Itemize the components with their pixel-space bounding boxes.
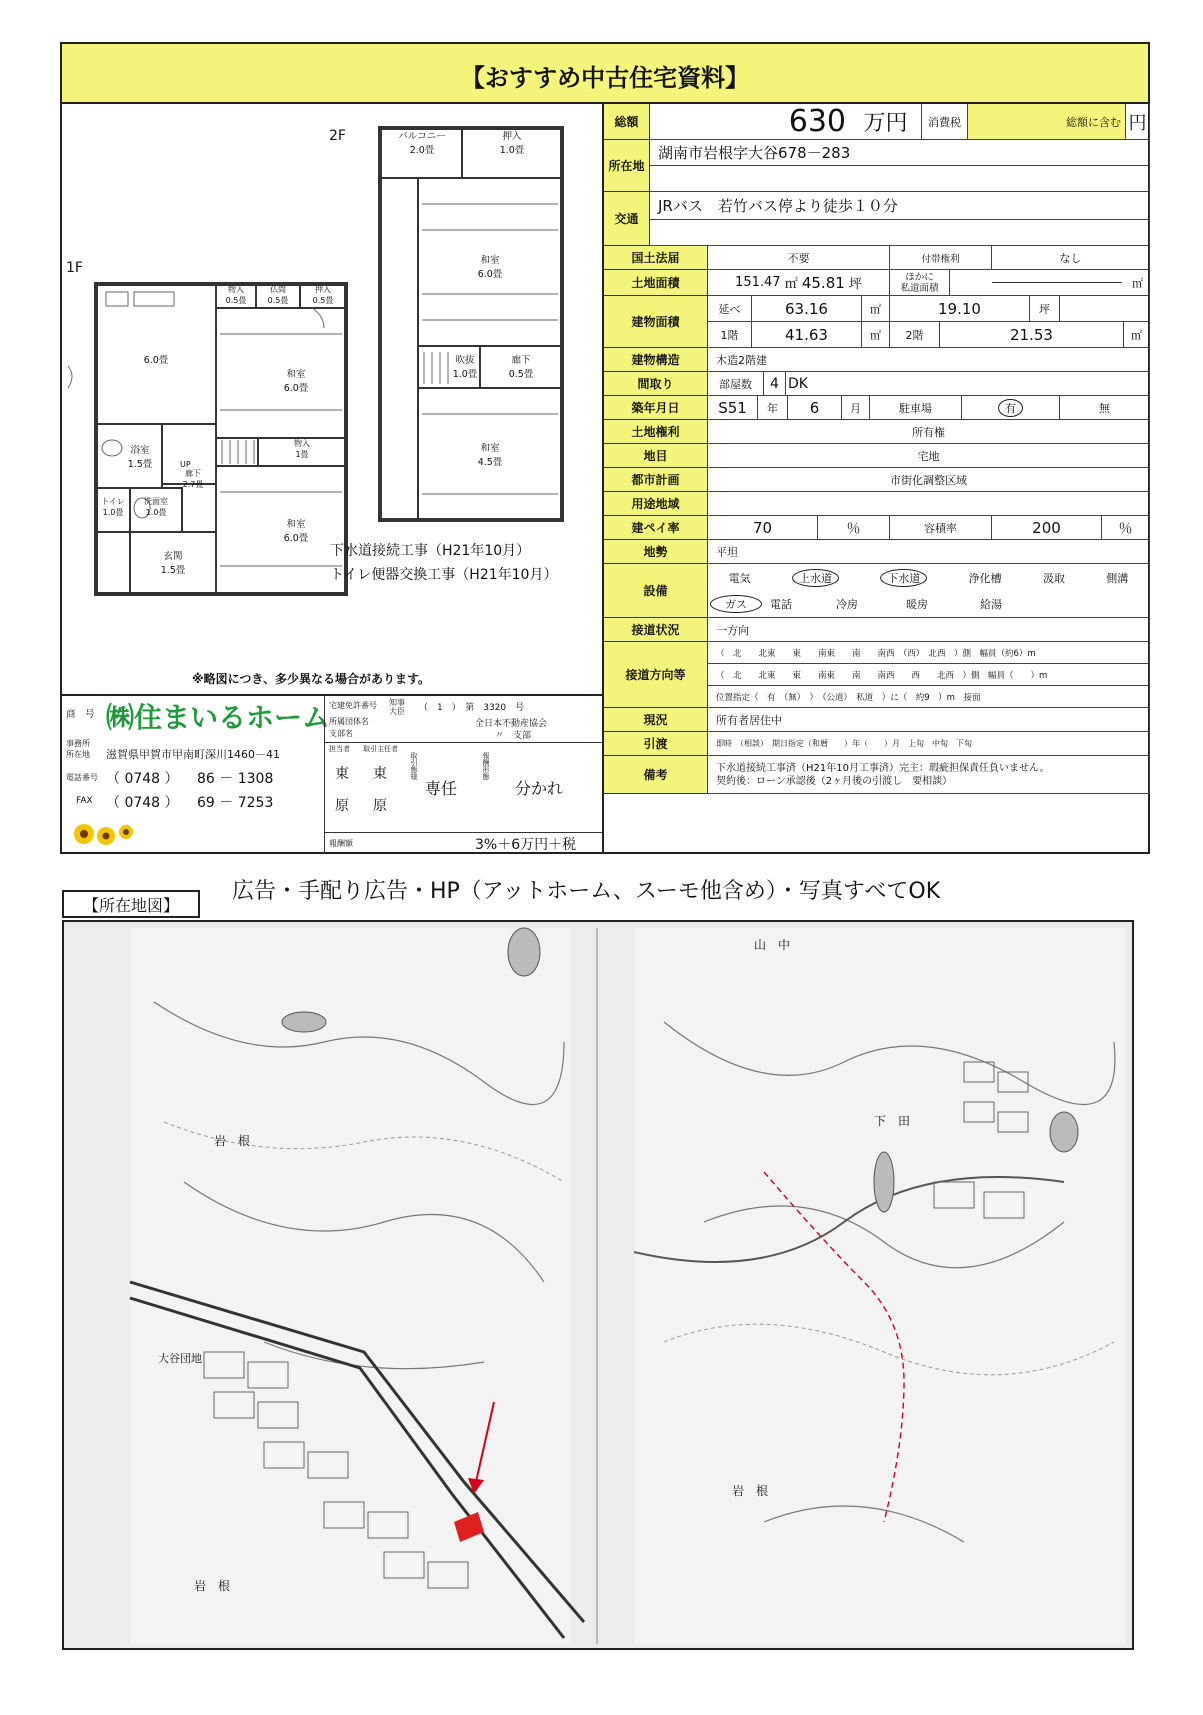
hikiwatashi-value: 即時 （相談） 期日指定（和暦 ）年（ ）月 上旬 中旬 下旬 [708, 732, 1150, 756]
setsudo-label: 接道状況 [604, 618, 708, 642]
parking-yes-circle: 有 [998, 399, 1023, 417]
room-2f-washitsu-b: 和室 4.5畳 [477, 443, 503, 468]
land-tsubo-unit: 坪 [848, 277, 862, 292]
company-block [62, 694, 602, 854]
tel-local: 86 [197, 771, 215, 787]
chikunen-label: 築年月日 [604, 396, 708, 420]
chimoku-label: 地目 [604, 444, 708, 468]
floorplan-disclaimer: ※略図につき、多少異なる場合があります。 [192, 672, 430, 686]
bldg-label: 建物面積 [604, 296, 708, 348]
spec-table [602, 104, 1150, 852]
ad-note: 広告・手配り広告・HP（アットホーム、スーモ他含め）・写真すべてOK [232, 879, 941, 904]
license-pref: 知事 大臣 [389, 698, 405, 716]
setsubi-sokkou: 側溝 [1106, 571, 1129, 585]
room-1f-oshiire: 押入 0.5畳 [312, 285, 334, 305]
price-label: 総額 [604, 104, 650, 140]
houkou-row1: （ 北 北東 東 南東 南 南西 （西） 北西 ）側 幅員（約6）m [708, 642, 1150, 664]
company-address-label: 事務所 所在地 [66, 739, 90, 759]
kenri-label: 土地権利 [604, 420, 708, 444]
f2-m2: 21.53 [940, 322, 1124, 348]
company-fax-label: FAX [76, 796, 93, 806]
staff-label: 担当者 [329, 745, 350, 753]
fee-divider [325, 832, 603, 833]
construction-note-2: トイレ便器交換工事（H21年10月） [330, 567, 558, 583]
youseki-unit: ％ [1102, 516, 1150, 540]
kokudo-label: 国土法届 [604, 246, 708, 270]
land-area [708, 270, 890, 296]
bikou-line-1: 下水道接続工事済（H21年10月工事済）完主：瑕疵担保責任負いません。 [716, 762, 1050, 774]
manager-label: 取引主任者 [363, 745, 398, 753]
month-value: 6 [788, 396, 842, 420]
setsubi-gesuidou: 下水道 [880, 569, 927, 587]
room-2f-oshiire: 押入 1.0畳 [499, 131, 525, 156]
genkyou-value: 所有者居住中 [708, 708, 1150, 732]
toshi-value: 市街化調整区域 [708, 468, 1150, 492]
futai-value: なし [992, 246, 1150, 270]
reward-value: 分かれ [515, 779, 564, 798]
page-title: 【おすすめ中古住宅資料】 [460, 64, 750, 92]
company-fax: （ 0748 ） 69 － 7253 [106, 795, 274, 811]
map-label: 【所在地図】 [62, 890, 200, 918]
nobe-label: 延べ [708, 296, 752, 322]
company-address: 滋賀県甲賀市甲南町深川1460－41 [106, 748, 280, 761]
nobe-spacer [1060, 296, 1150, 322]
map-place-ootani: 大谷団地 [158, 1352, 202, 1365]
youseki-label: 容積率 [890, 516, 992, 540]
company-name: ㈱住まいるホーム [106, 701, 331, 734]
nobe-tsubo-unit: 坪 [1030, 296, 1060, 322]
setsubi-label: 設備 [604, 564, 708, 618]
houkou-row2: （ 北 北東 東 南東 南 南西 西 北西 ）側 幅員（ ）m [708, 664, 1150, 686]
youseki-value: 200 [992, 516, 1102, 540]
manager-value: 東 原 [373, 766, 387, 814]
map-place-iwane-1: 岩 根 [214, 1134, 251, 1148]
parking-yes [962, 396, 1060, 420]
setsubi-joukasou: 浄化槽 [968, 571, 1002, 585]
license-grid [324, 696, 603, 854]
toshi-label: 都市計画 [604, 468, 708, 492]
kenpei-unit: ％ [818, 516, 890, 540]
torihiki-value: 専任 [425, 779, 458, 798]
youto-value [708, 492, 1150, 516]
futai-label: 付帯権利 [890, 246, 992, 270]
nobe-tsubo: 19.10 [890, 296, 1030, 322]
setsubi-danbou: 暖房 [906, 598, 928, 611]
branch-label: 支部名 [329, 729, 353, 738]
nobe-m2-unit: ㎡ [862, 296, 890, 322]
company-tel: （ 0748 ） 86 － 1308 [106, 771, 274, 787]
assoc-label: 所属団体名 [329, 717, 369, 726]
heyasu-label: 部屋数 [708, 372, 764, 396]
map-place-iwane-3: 岩 根 [732, 1484, 769, 1498]
nobe-m2: 63.16 [752, 296, 862, 322]
land-m2-unit: ㎡ [784, 277, 798, 292]
kenpei-value: 70 [708, 516, 818, 540]
map-drawing [64, 922, 1132, 1648]
tel-area: 0748 [124, 771, 161, 787]
room-1f-butsuma: 仏間 0.5畳 [267, 285, 289, 305]
room-2f-washitsu-a: 和室 6.0畳 [477, 255, 503, 280]
setsubi-kumitori: 汲取 [1042, 571, 1065, 585]
room-1f-monoire: 物入 1畳 [294, 439, 310, 459]
f1-m2: 41.63 [752, 322, 862, 348]
license-label: 宅建免許番号 [329, 701, 377, 710]
land-label: 土地面積 [604, 270, 708, 296]
setsubi-denki: 電気 [728, 571, 751, 585]
hoka-label: ほかに 私道面積 [890, 270, 950, 296]
tax-unit: 円 [1126, 104, 1150, 140]
construction-note-1: 下水道接続工事（H21年10月） [330, 543, 531, 559]
kouzou-label: 建物構造 [604, 348, 708, 372]
access-label: 交通 [604, 192, 650, 246]
room-2f-balcony: バルコニー 2.0畳 [398, 131, 446, 156]
map-place-iwane-2: 岩 根 [194, 1579, 231, 1593]
setsubi-reibou: 冷房 [836, 598, 858, 611]
room-1f-washitsu-a: 和室 6.0畳 [283, 369, 309, 394]
chisei-value: 平坦 [708, 540, 1150, 564]
parking-no: 無 [1060, 396, 1150, 420]
address-label: 所在地 [604, 140, 650, 192]
setsubi-gas: ガス [710, 595, 762, 613]
kenri-value: 所有権 [708, 420, 1150, 444]
hikiwatashi-label: 引渡 [604, 732, 708, 756]
bikou-label: 備考 [604, 756, 708, 794]
houkou-label: 接道方向等 [604, 642, 708, 708]
month-unit: 月 [842, 396, 870, 420]
houkou-row3: 位置指定（ 有 （無） ） （公道） 私道 ）に（ 約9 ）m 接面 [708, 686, 1150, 708]
land-m2: 151.47 [735, 275, 781, 290]
tax-label: 消費税 [922, 104, 968, 140]
price-unit: 万円 [850, 104, 922, 140]
tax-note: 総額に含む [968, 104, 1126, 140]
access-value: JRバス 若竹バス停より徒歩１０分 [650, 192, 1150, 220]
f2-m2-unit: ㎡ [1124, 322, 1150, 348]
setsudo-value: 一方向 [708, 618, 1150, 642]
room-2f-rouka: 廊下 0.5畳 [508, 355, 534, 380]
f1-label: 1階 [708, 322, 752, 348]
fee-value: 3%＋6万円＋税 [475, 837, 577, 853]
setsubi-row1 [708, 564, 1150, 591]
fax-area: 0748 [124, 795, 161, 811]
fee-label: 報酬額 [329, 839, 353, 848]
year-value: S51 [708, 396, 758, 420]
reward-label: 報酬形態 [482, 752, 490, 780]
madori-label: 間取り [604, 372, 708, 396]
address-value: 湖南市岩根字大谷678－283 [650, 140, 1150, 166]
setsubi-jousuidou: 上水道 [792, 569, 839, 587]
land-tsubo: 45.81 [801, 273, 845, 292]
room-1f-washitsu-b: 和室 6.0畳 [283, 519, 309, 544]
room-1f-up: UP [180, 460, 191, 469]
room-1f-rouka: 廊下 2.7畳 [182, 469, 204, 489]
heyasu-value: 4 [764, 372, 786, 396]
chisei-label: 地勢 [604, 540, 708, 564]
company-shogo-label: 商 号 [66, 709, 95, 720]
license-divider [325, 742, 603, 743]
madori-value: DK [786, 372, 1150, 396]
chimoku-value: 宅地 [708, 444, 1150, 468]
room-1f-genkan: 玄関 1.5畳 [160, 551, 186, 576]
bikou-line-2: 契約後：ローン承認後（2ヶ月後の引渡し 要相談） [716, 775, 953, 787]
tel-number: 1308 [237, 771, 274, 787]
address-blank [650, 166, 1150, 192]
youto-label: 用途地域 [604, 492, 708, 516]
genkyou-label: 現況 [604, 708, 708, 732]
company-tel-label: 電話番号 [66, 773, 98, 782]
year-unit: 年 [758, 396, 788, 420]
sunflower-icon [66, 816, 136, 852]
staff-value: 東 原 [335, 766, 349, 814]
price-value: 630 [650, 104, 850, 140]
access-blank [650, 220, 1150, 246]
kokudo-value: 不要 [708, 246, 890, 270]
map-place-shimoda: 下 田 [874, 1114, 911, 1128]
setsubi-denwa: 電話 [770, 598, 792, 611]
branch-name: 〃 支部 [495, 731, 532, 741]
label-1f: 1F [66, 260, 83, 276]
assoc-name: 全日本不動産協会 [475, 719, 548, 729]
setsubi-row2 [708, 591, 1150, 618]
f2-label: 2階 [890, 322, 940, 348]
floorplan-area [62, 104, 602, 694]
room-2f-fukinuke: 吹抜 1.0畳 [452, 355, 478, 380]
room-1f-sonota: 物入 0.5畳 [225, 285, 247, 305]
label-2f: 2F [329, 128, 346, 144]
room-1f-senmen: 洗面室 1.0畳 [144, 497, 168, 517]
room-1f-ldk: 6.0畳 [143, 355, 169, 366]
location-map [62, 920, 1134, 1650]
hoka-unit: ㎡ [1132, 276, 1143, 290]
parking-label: 駐車場 [870, 396, 962, 420]
room-1f-toilet: トイレ 1.0畳 [101, 497, 125, 517]
torihiki-label: 取引態様 [410, 752, 418, 780]
kenpei-label: 建ペイ率 [604, 516, 708, 540]
f1-m2-unit: ㎡ [862, 322, 890, 348]
license-number: （ 1 ） 第 3320 号 [419, 703, 525, 713]
fax-local: 69 [197, 795, 215, 811]
header-bar [60, 42, 1150, 104]
fax-number: 7253 [237, 795, 274, 811]
bikou-value [708, 756, 1150, 794]
kouzou-value: 木造2階建 [708, 348, 1150, 372]
map-place-yamanaka: 山 中 [754, 938, 791, 952]
floorplan-drawing [62, 104, 602, 694]
hoka-value [950, 270, 1150, 296]
room-1f-furo: 浴室 1.5畳 [127, 445, 153, 470]
setsubi-kyuutou: 給湯 [980, 598, 1002, 611]
